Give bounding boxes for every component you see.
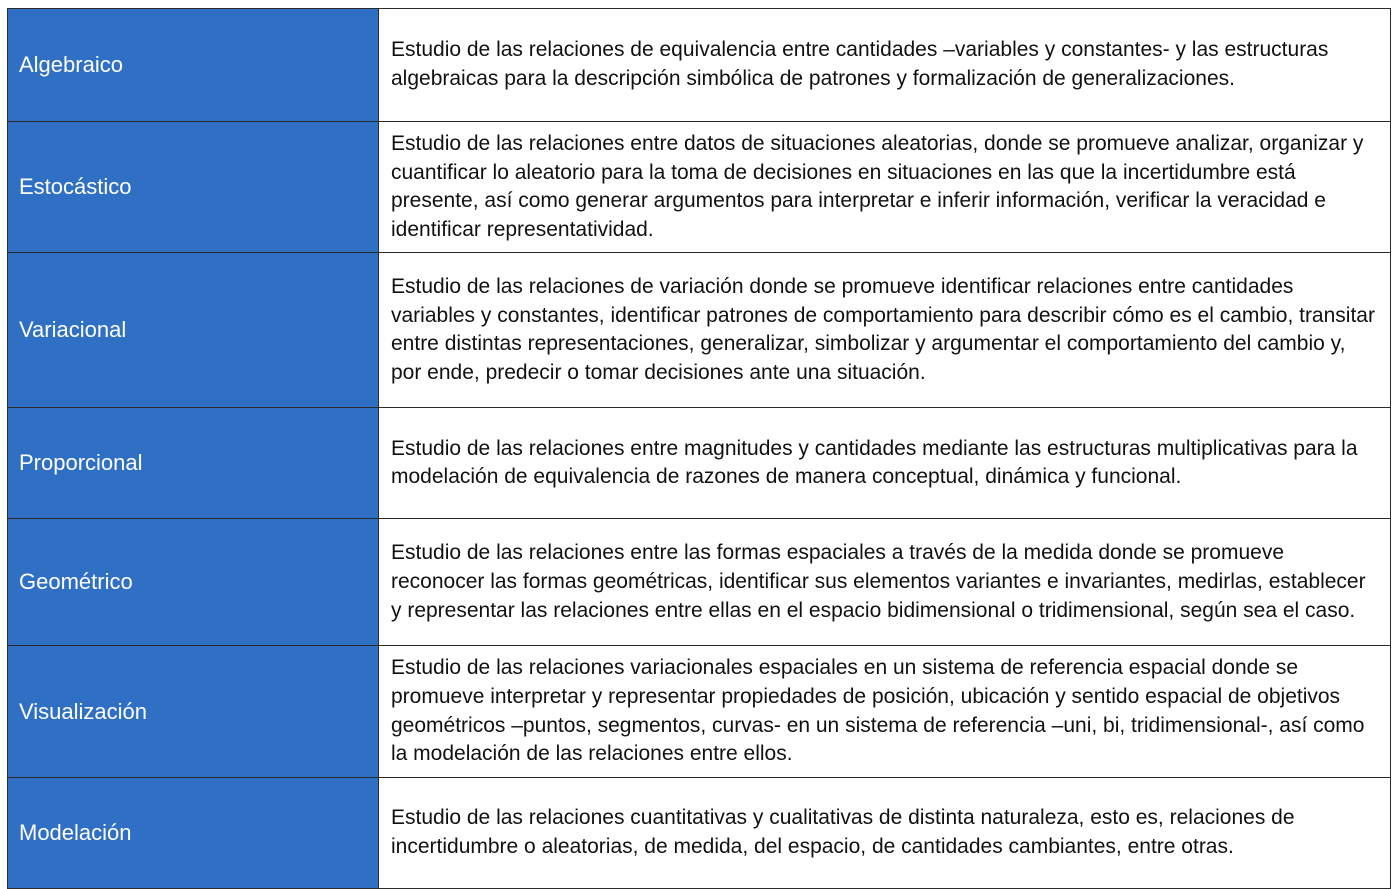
row-description-modelacion: Estudio de las relaciones cuantitativas y cualitativas de distinta naturaleza, esto es, relaciones de incertidumbre o aleatorias, de medida, del espacio, de cantidades cambiantes, entre otras. <box>379 777 1391 888</box>
row-label-proporcional: Proporcional <box>8 408 379 519</box>
row-label-estocastico: Estocástico <box>8 122 379 253</box>
row-description-estocastico: Estudio de las relaciones entre datos de situaciones aleatorias, donde se promueve analizar, organizar y cuantificar lo aleatorio para la toma de decisiones en situaciones en las que la incertidumbre está presente, así como generar argumentos para interpretar e inferir información, verificar la veracidad e identificar representatividad. <box>379 122 1391 253</box>
table-row <box>8 646 1391 777</box>
thinking-types-table-container <box>7 8 1391 889</box>
table-row <box>8 122 1391 253</box>
row-description-visualizacion: Estudio de las relaciones variacionales espaciales en un sistema de referencia espacial donde se promueve interpretar y representar propiedades de posición, ubicación y sentido espacial de objetivos geométricos –puntos, segmentos, curvas- en un sistema de referencia –uni, bi, tridimensional-, así como la modelación de las relaciones entre ellos. <box>379 646 1391 777</box>
table-row <box>8 253 1391 408</box>
row-label-variacional: Variacional <box>8 253 379 408</box>
row-label-modelacion: Modelación <box>8 777 379 888</box>
table-row <box>8 777 1391 888</box>
row-description-algebraico: Estudio de las relaciones de equivalencia entre cantidades –variables y constantes- y las estructuras algebraicas para la descripción simbólica de patrones y formalización de generalizaciones. <box>379 9 1391 122</box>
row-label-geometrico: Geométrico <box>8 519 379 646</box>
table-row <box>8 408 1391 519</box>
row-label-visualizacion: Visualización <box>8 646 379 777</box>
row-description-geometrico: Estudio de las relaciones entre las formas espaciales a través de la medida donde se promueve reconocer las formas geométricas, identificar sus elementos variantes e invariantes, medirlas, establecer y representar las relaciones entre ellas en el espacio bidimensional o tridimensional, según sea el caso. <box>379 519 1391 646</box>
table-row <box>8 9 1391 122</box>
row-label-algebraico: Algebraico <box>8 9 379 122</box>
thinking-types-table <box>7 8 1391 889</box>
row-description-variacional: Estudio de las relaciones de variación donde se promueve identificar relaciones entre cantidades variables y constantes, identificar patrones de comportamiento para describir cómo es el cambio, transitar entre distintas representaciones, generalizar, simbolizar y argumentar el comportamiento del cambio y, por ende, predecir o tomar decisiones ante una situación. <box>379 253 1391 408</box>
row-description-proporcional: Estudio de las relaciones entre magnitudes y cantidades mediante las estructuras multiplicativas para la modelación de equivalencia de razones de manera conceptual, dinámica y funcional. <box>379 408 1391 519</box>
table-row <box>8 519 1391 646</box>
